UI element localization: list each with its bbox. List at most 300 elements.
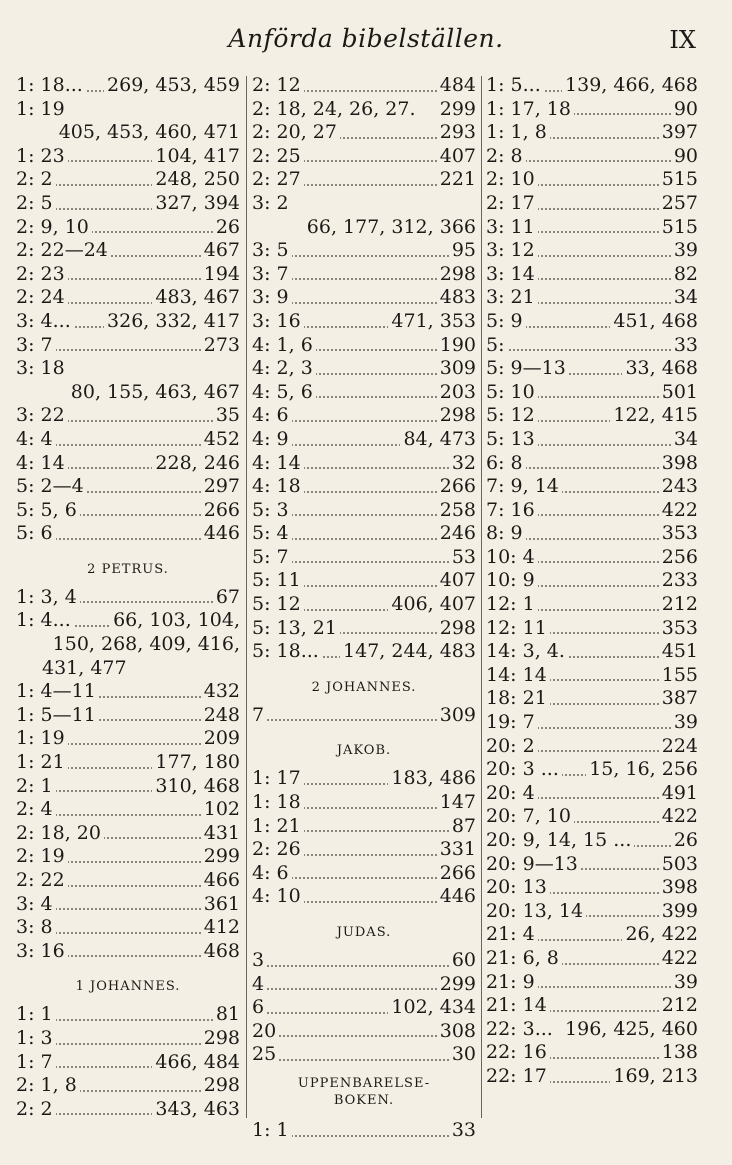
page-references: 81 [213,1003,240,1027]
page-references: 298 [437,617,476,641]
index-entry-continuation [16,633,240,657]
index-entry [16,704,240,728]
page-references: 60 [449,949,476,973]
index-entry [486,758,698,782]
index-entry [252,404,476,428]
page-references: 122, 415 [610,404,698,428]
index-entry [252,475,476,499]
index-entry [486,1065,698,1089]
index-entry [486,1041,698,1065]
page-references: 353 [659,617,698,641]
index-entry [16,404,240,428]
verse-reference: 2: 4 [16,798,56,822]
index-entry [486,1018,698,1042]
index-entry [252,98,476,122]
index-entry [486,310,698,334]
page-references: 35 [213,404,240,428]
index-entry [486,522,698,546]
verse-reference: 1: 18... [16,74,86,98]
index-entry [486,900,698,924]
index-entry [486,263,698,287]
index-entry [486,499,698,523]
page-title: Anförda bibelställen. [228,24,504,53]
index-entry [486,971,698,995]
section-heading: 2 JOHANNES. [311,679,417,695]
verse-reference: 25 [252,1043,279,1067]
page-references: 299 [201,845,240,869]
index-entry [16,74,240,98]
page-references: 150, 268, 409, 416, [50,633,240,657]
page-references: 412 [201,916,240,940]
index-entry [486,735,698,759]
verse-reference: 1: 21 [252,815,304,839]
page-references: 39 [671,971,698,995]
index-entry [252,791,476,815]
index-entry [252,815,476,839]
verse-reference: 2: 1 [16,775,56,799]
index-entry [252,1020,476,1044]
index-entry [486,687,698,711]
index-entry [252,286,476,310]
index-entry [252,239,476,263]
verse-reference: 5: 12 [252,593,304,617]
verse-reference: 1: 1 [16,1003,56,1027]
page-references: 147 [437,791,476,815]
index-entry [252,640,476,664]
verse-reference: 2: 26 [252,838,304,862]
page-references: 431 [201,822,240,846]
verse-reference: 4: 5, 6 [252,381,316,405]
section-heading-line: UPPENBARELSE- [297,1075,431,1091]
index-entry [16,727,240,751]
index-column-2 [252,74,476,1141]
index-entry [252,428,476,452]
page-references: 233 [659,569,698,593]
index-entry [16,145,240,169]
page-references: 39 [671,711,698,735]
index-entry-continuation [252,216,476,240]
page-references: 353 [659,522,698,546]
page-references: 39 [671,239,698,263]
verse-reference: 2: 1, 8 [16,1074,80,1098]
verse-reference: 3: 22 [16,404,68,428]
index-entry [486,876,698,900]
page-references: 397 [659,121,698,145]
verse-reference: 4: 4 [16,428,56,452]
index-entry [16,286,240,310]
index-entry [486,404,698,428]
section-heading-line: BOKEN. [333,1092,395,1108]
verse-reference: 2: 2 [16,168,56,192]
verse-reference: 6 [252,996,267,1020]
page-references: 66, 103, 104, [110,609,240,633]
index-entry [16,1027,240,1051]
page-references: 298 [437,263,476,287]
page-references: 491 [659,782,698,806]
verse-reference: 3: 18 [16,357,68,381]
index-entry [252,1119,476,1143]
index-entry [16,775,240,799]
verse-reference: 2: 9, 10 [16,216,92,240]
page-references: 248, 250 [152,168,240,192]
page-references: 298 [201,1074,240,1098]
page-references: 515 [659,216,698,240]
page-references: 147, 244, 483 [340,640,476,664]
verse-reference: 10: 4 [486,546,538,570]
index-entry [486,452,698,476]
verse-reference: 2: 22 [16,869,68,893]
page-references: 30 [449,1043,476,1067]
verse-reference: 1: 7 [16,1051,56,1075]
page-references: 273 [201,334,240,358]
verse-reference: 21: 14 [486,994,550,1018]
verse-reference: 20: 9, 14, 15 ... [486,829,634,853]
index-entry [16,357,240,381]
page-references: 387 [659,687,698,711]
page-references: 399 [659,900,698,924]
index-entry [486,994,698,1018]
index-entry [16,216,240,240]
verse-reference: 14: 14 [486,664,550,688]
index-entry [486,829,698,853]
page-references: 228, 246 [152,452,240,476]
verse-reference: 20: 13, 14 [486,900,586,924]
index-entry [486,664,698,688]
index-entry [252,522,476,546]
section-heading: 2 PETRUS. [87,561,169,577]
verse-reference: 14: 3, 4. [486,640,568,664]
verse-reference: 2: 23 [16,263,68,287]
page-references: 102 [201,798,240,822]
index-entry [252,263,476,287]
index-entry [252,121,476,145]
verse-reference: 12: 1 [486,593,538,617]
page-references: 34 [671,286,698,310]
page-references: 155 [659,664,698,688]
index-entry [16,475,240,499]
index-entry [486,334,698,358]
page-references: 203 [437,381,476,405]
verse-reference: 5: 5, 6 [16,499,80,523]
dot-leader [486,349,698,351]
page-references: 87 [449,815,476,839]
verse-reference: 3: 7 [16,334,56,358]
page-references: 80, 155, 463, 467 [68,381,240,405]
index-entry [252,767,476,791]
page-references: 484 [437,74,476,98]
page-references: 468 [201,940,240,964]
section-heading [252,1067,476,1119]
page-references: 243 [659,475,698,499]
page-references: 15, 16, 256 [586,758,698,782]
verse-reference: 4: 14 [252,452,304,476]
page-references: 33 [671,334,698,358]
index-entry [486,74,698,98]
page-references: 309 [437,357,476,381]
index-entry [16,680,240,704]
verse-reference: 20: 7, 10 [486,805,574,829]
page-references: 431, 477 [42,656,127,679]
index-entry [16,586,240,610]
index-entry [252,168,476,192]
index-entry [486,711,698,735]
verse-reference: 4 [252,973,267,997]
verse-reference: 4: 9 [252,428,292,452]
verse-reference: 2: 18, 24, 26, 27. [252,98,419,122]
verse-reference: 20 [252,1020,279,1044]
page-references: 221 [437,168,476,192]
index-entry [486,569,698,593]
verse-reference: 10: 9 [486,569,538,593]
index-entry [16,1003,240,1027]
page-references: 266 [201,499,240,523]
page-references: 483 [437,286,476,310]
index-entry [16,893,240,917]
page-references: 308 [437,1020,476,1044]
index-entry [252,1043,476,1067]
verse-reference: 4: 1, 6 [252,334,316,358]
index-entry [486,145,698,169]
verse-reference: 1: 19 [16,98,68,122]
index-entry-continuation [16,657,240,681]
verse-reference: 7: 16 [486,499,538,523]
page-references: 190 [437,334,476,358]
page-references: 398 [659,876,698,900]
verse-reference: 2: 18, 20 [16,822,104,846]
index-entry [486,121,698,145]
index-entry [252,885,476,909]
index-entry [486,546,698,570]
index-entry [16,751,240,775]
index-entry [486,782,698,806]
page-references: 90 [671,98,698,122]
page-references: 446 [201,522,240,546]
page-references: 407 [437,145,476,169]
verse-reference: 2: 20, 27 [252,121,340,145]
page-number: IX [669,26,696,54]
index-entry [16,940,240,964]
verse-reference: 2: 22—24 [16,239,111,263]
page-references: 467 [201,239,240,263]
verse-reference: 6: 8 [486,452,526,476]
verse-reference: 12: 11 [486,617,550,641]
page-references: 361 [201,893,240,917]
page-references: 483, 467 [152,286,240,310]
index-entry [252,593,476,617]
index-entry [486,923,698,947]
page-references: 33, 468 [622,357,698,381]
page-references: 26 [671,829,698,853]
page-references: 298 [201,1027,240,1051]
index-entry [486,640,698,664]
verse-reference: 1: 3, 4 [16,586,80,610]
index-entry [252,357,476,381]
page-references: 95 [449,239,476,263]
index-entry [16,428,240,452]
verse-reference: 20: 2 [486,735,538,759]
verse-reference: 3: 9 [252,286,292,310]
verse-reference: 1: 17 [252,767,304,791]
verse-reference: 5: 12 [486,404,538,428]
index-entry [486,357,698,381]
page-references: 451, 468 [610,310,698,334]
index-entry [16,192,240,216]
index-entry [252,973,476,997]
page-references: 503 [659,853,698,877]
page-references: 466 [201,869,240,893]
index-entry [16,916,240,940]
page-references: 466, 484 [152,1051,240,1075]
dot-leader [252,965,476,967]
page-references: 212 [659,593,698,617]
page-references: 177, 180 [152,751,240,775]
page-references: 452 [201,428,240,452]
index-entry [16,798,240,822]
verse-reference: 1: 18 [252,791,304,815]
page-references: 406, 407 [388,593,476,617]
index-entry [486,381,698,405]
index-entry [16,1098,240,1122]
verse-reference: 1: 5—11 [16,704,99,728]
verse-reference: 1: 17, 18 [486,98,574,122]
index-entry [252,838,476,862]
index-entry [486,428,698,452]
verse-reference: 3: 11 [486,216,538,240]
index-column-1 [16,74,240,1134]
page-references: 26 [213,216,240,240]
index-entry [486,239,698,263]
page-references: 432 [201,680,240,704]
index-entry [16,1074,240,1098]
page-references: 269, 453, 459 [104,74,240,98]
verse-reference: 22: 16 [486,1041,550,1065]
verse-reference: 2: 12 [252,74,304,98]
index-entry [252,862,476,886]
verse-reference: 1: 3 [16,1027,56,1051]
verse-reference: 21: 6, 8 [486,947,562,971]
page-references: 422 [659,805,698,829]
verse-reference: 7 [252,704,267,728]
page-references: 398 [659,452,698,476]
index-entry [16,869,240,893]
page-references: 331 [437,838,476,862]
verse-reference: 5: [486,334,508,358]
page-references: 515 [659,168,698,192]
verse-reference: 21: 4 [486,923,538,947]
index-entry [252,996,476,1020]
page-references: 405, 453, 460, 471 [56,121,240,145]
verse-reference: 2: 17 [486,192,538,216]
index-entry [16,98,240,122]
index-entry [252,617,476,641]
verse-reference: 7: 9, 14 [486,475,562,499]
section-heading: JAKOB. [336,743,392,759]
index-entry [486,168,698,192]
page-references: 248 [201,704,240,728]
index-entry-continuation [16,121,240,145]
verse-reference: 5: 6 [16,522,56,546]
page-references: 327, 394 [152,192,240,216]
index-entry [16,499,240,523]
index-entry [486,853,698,877]
index-entry [16,1051,240,1075]
index-entry [252,74,476,98]
verse-reference: 5: 4 [252,522,292,546]
page-references: 139, 466, 468 [562,74,698,98]
verse-reference: 3: 7 [252,263,292,287]
verse-reference: 22: 3... [486,1018,556,1042]
verse-reference: 22: 17 [486,1065,550,1089]
index-entry [16,845,240,869]
page-header [0,18,732,58]
page-references: 224 [659,735,698,759]
verse-reference: 2: 8 [486,145,526,169]
verse-reference: 5: 3 [252,499,292,523]
verse-reference: 3: 8 [16,916,56,940]
page-references: 471, 353 [388,310,476,334]
verse-reference: 20: 9—13 [486,853,581,877]
index-entry [16,168,240,192]
page-references: 501 [659,381,698,405]
column-divider [246,76,247,1118]
page-references: 84, 473 [400,428,476,452]
verse-reference: 1: 23 [16,145,68,169]
index-entry [252,310,476,334]
page-references: 422 [659,947,698,971]
verse-reference: 4: 6 [252,404,292,428]
verse-reference: 5: 7 [252,546,292,570]
verse-reference: 1: 1 [252,1119,292,1143]
index-entry [16,263,240,287]
index-entry [486,216,698,240]
page-references: 256 [659,546,698,570]
page-references: 446 [437,885,476,909]
page-references: 310, 468 [152,775,240,799]
verse-reference: 3: 2 [252,192,292,216]
index-column-3 [486,74,698,1134]
verse-reference: 4: 10 [252,885,304,909]
index-entry [486,475,698,499]
verse-reference: 5: 18... [252,640,322,664]
verse-reference: 1: 21 [16,751,68,775]
verse-reference: 20: 4 [486,782,538,806]
page-references: 32 [449,452,476,476]
page-references: 297 [201,475,240,499]
index-entry [16,609,240,633]
verse-reference: 20: 13 [486,876,550,900]
verse-reference: 18: 21 [486,687,550,711]
page-references: 33 [449,1119,476,1143]
page-references: 26, 422 [622,923,698,947]
page-references: 34 [671,428,698,452]
verse-reference: 2: 5 [16,192,56,216]
verse-reference: 5: 2—4 [16,475,87,499]
page-references: 407 [437,569,476,593]
verse-reference: 2: 19 [16,845,68,869]
verse-reference: 5: 9—13 [486,357,569,381]
verse-reference: 19: 7 [486,711,538,735]
verse-reference: 2: 25 [252,145,304,169]
page-references: 266 [437,862,476,886]
page-references: 102, 434 [388,996,476,1020]
verse-reference: 3: 16 [16,940,68,964]
verse-reference: 1: 19 [16,727,68,751]
column-divider [481,76,482,1118]
index-entry [486,805,698,829]
verse-reference: 21: 9 [486,971,538,995]
page-references: 299 [437,973,476,997]
verse-reference: 1: 4—11 [16,680,99,704]
